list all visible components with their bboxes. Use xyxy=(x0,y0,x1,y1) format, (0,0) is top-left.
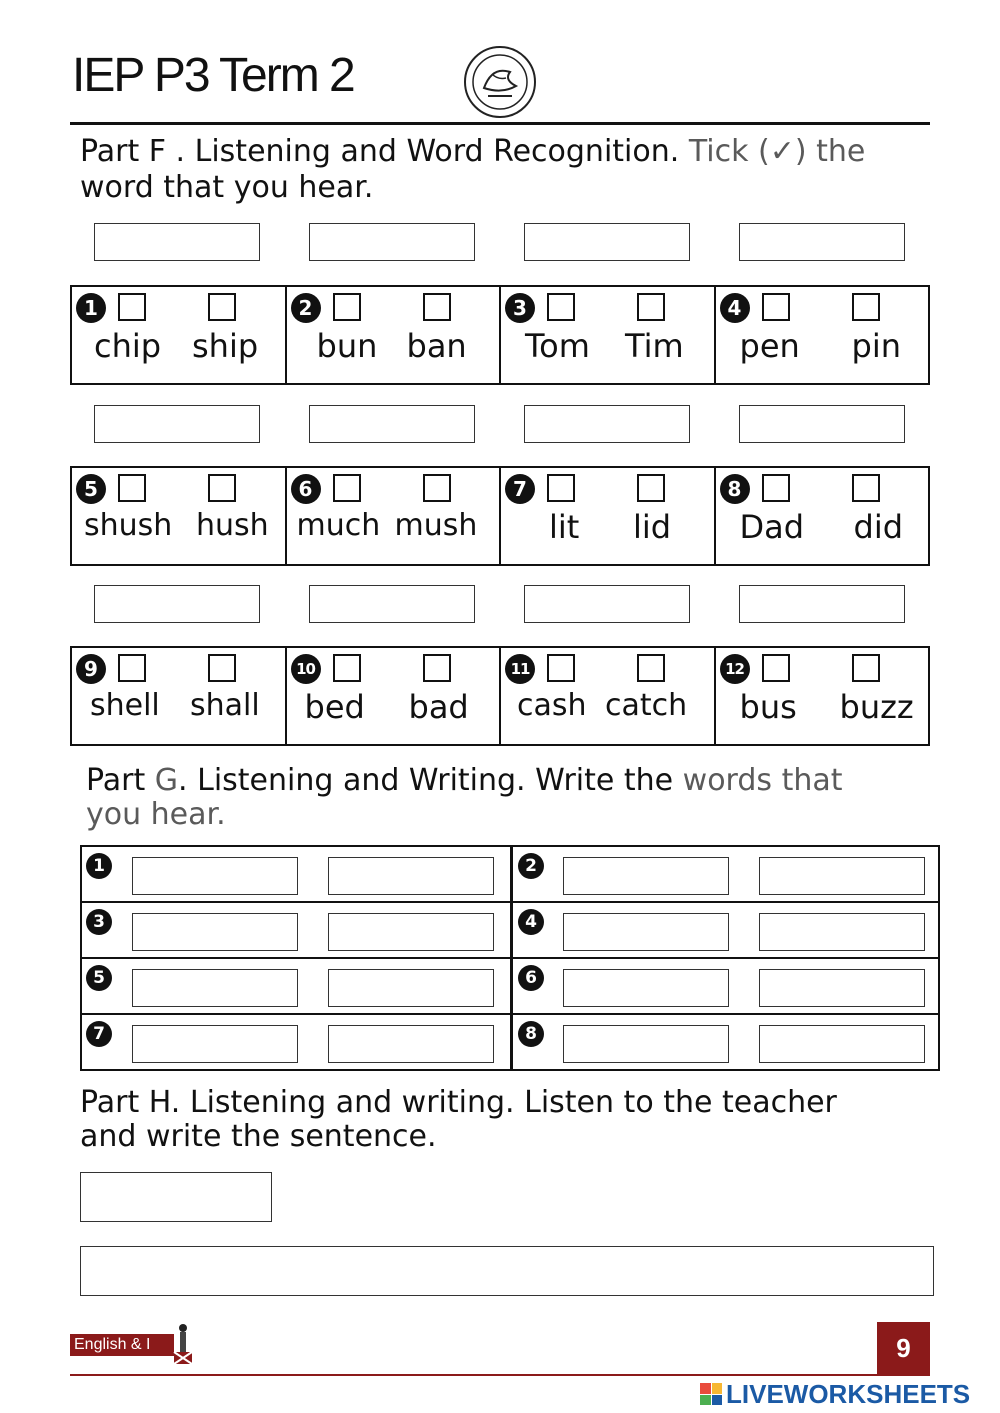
answer-input-11[interactable] xyxy=(524,585,690,623)
liveworksheets-brand xyxy=(700,1380,970,1408)
word-choice-cell xyxy=(501,287,716,383)
page-title: IEP P3 Term 2 xyxy=(72,49,354,102)
word-option: Tom xyxy=(525,327,590,365)
part-g-instruction-line2: you hear. xyxy=(86,797,226,832)
writing-row xyxy=(82,903,938,959)
sentence-input[interactable] xyxy=(80,1246,934,1296)
item-number-badge: 1 xyxy=(86,853,112,879)
tick-checkbox[interactable] xyxy=(852,474,880,502)
write-input[interactable] xyxy=(759,913,925,951)
word-option: pen xyxy=(739,327,800,365)
write-input[interactable] xyxy=(759,857,925,895)
word-option: shush xyxy=(84,508,173,543)
answer-input-7[interactable] xyxy=(524,405,690,443)
item-number-badge: 4 xyxy=(518,909,544,935)
answer-input-5[interactable] xyxy=(94,405,260,443)
word-option: did xyxy=(853,508,904,546)
write-input[interactable] xyxy=(132,857,298,895)
part-f-instruction-tail: Tick (✓) the xyxy=(688,134,866,169)
liveworksheets-logo-icon xyxy=(700,1383,722,1405)
tick-checkbox[interactable] xyxy=(762,474,790,502)
write-input[interactable] xyxy=(328,1025,494,1063)
item-number-badge: 11 xyxy=(505,654,535,684)
tick-checkbox[interactable] xyxy=(637,474,665,502)
write-input[interactable] xyxy=(563,1025,729,1063)
word-option: ship xyxy=(192,327,259,365)
answer-input-4[interactable] xyxy=(739,223,905,261)
header-divider xyxy=(70,122,930,125)
word-choice-row xyxy=(70,646,930,746)
word-option: bun xyxy=(316,327,378,365)
answer-input-9[interactable] xyxy=(94,585,260,623)
word-option: catch xyxy=(605,688,688,723)
word-choice-cell xyxy=(501,648,716,744)
tick-checkbox[interactable] xyxy=(637,293,665,321)
part-g-instruction-c: . Listening and Writing. Write the xyxy=(178,763,674,798)
word-choice-cell xyxy=(716,648,929,744)
item-number-badge: 12 xyxy=(720,654,750,684)
tick-checkbox[interactable] xyxy=(637,654,665,682)
item-number-badge: 2 xyxy=(291,293,321,323)
answer-input-2[interactable] xyxy=(309,223,475,261)
tick-checkbox[interactable] xyxy=(762,293,790,321)
word-choice-row xyxy=(70,466,930,566)
item-number-badge: 10 xyxy=(291,654,321,684)
word-option: shall xyxy=(190,688,260,723)
word-option: mush xyxy=(394,508,478,543)
tick-checkbox[interactable] xyxy=(423,293,451,321)
writing-table xyxy=(80,845,940,1071)
part-g-instruction-b: G xyxy=(154,763,179,798)
word-option: cash xyxy=(517,688,587,723)
answer-input-part-h[interactable] xyxy=(80,1172,272,1222)
item-number-badge: 2 xyxy=(518,853,544,879)
word-option: shell xyxy=(90,688,160,723)
word-option: lid xyxy=(633,508,672,546)
item-number-badge: 6 xyxy=(291,474,321,504)
tick-checkbox[interactable] xyxy=(423,654,451,682)
tick-checkbox[interactable] xyxy=(208,293,236,321)
write-input[interactable] xyxy=(759,969,925,1007)
word-option: bed xyxy=(304,688,365,726)
item-number-badge: 4 xyxy=(720,293,750,323)
answer-input-10[interactable] xyxy=(309,585,475,623)
tick-checkbox[interactable] xyxy=(118,293,146,321)
word-choice-cell xyxy=(72,648,287,744)
write-input[interactable] xyxy=(132,913,298,951)
item-number-badge: 6 xyxy=(518,965,544,991)
tick-checkbox[interactable] xyxy=(547,654,575,682)
item-number-badge: 5 xyxy=(86,965,112,991)
footer-divider xyxy=(70,1374,930,1376)
write-input[interactable] xyxy=(132,969,298,1007)
write-input[interactable] xyxy=(563,969,729,1007)
school-seal-logo xyxy=(462,44,538,120)
word-option: bus xyxy=(739,688,797,726)
figure-logo-icon xyxy=(172,1322,194,1370)
write-input[interactable] xyxy=(328,969,494,1007)
brand-text: LIVEWORKSHEETS xyxy=(726,1378,971,1409)
tick-checkbox[interactable] xyxy=(423,474,451,502)
part-f-instruction-line2: word that you hear. xyxy=(80,170,374,205)
word-choice-cell xyxy=(72,468,287,564)
item-number-badge: 8 xyxy=(720,474,750,504)
tick-checkbox[interactable] xyxy=(547,293,575,321)
word-choice-cell xyxy=(287,287,502,383)
word-option: bad xyxy=(408,688,469,726)
part-f-instruction xyxy=(80,134,940,206)
tick-checkbox[interactable] xyxy=(333,654,361,682)
item-number-badge: 3 xyxy=(505,293,535,323)
word-option: lit xyxy=(549,508,580,546)
word-option: much xyxy=(296,508,381,543)
tick-checkbox[interactable] xyxy=(333,474,361,502)
answer-input-1[interactable] xyxy=(94,223,260,261)
word-choice-cell xyxy=(716,468,929,564)
item-number-badge: 9 xyxy=(76,654,106,684)
answer-input-6[interactable] xyxy=(309,405,475,443)
item-number-badge: 7 xyxy=(505,474,535,504)
write-input[interactable] xyxy=(563,857,729,895)
item-number-badge: 7 xyxy=(86,1021,112,1047)
tick-checkbox[interactable] xyxy=(118,654,146,682)
word-option: Tim xyxy=(625,327,684,365)
word-option: ban xyxy=(406,327,467,365)
page-number: 9 xyxy=(877,1322,930,1375)
write-input[interactable] xyxy=(759,1025,925,1063)
item-number-badge: 5 xyxy=(76,474,106,504)
word-choice-cell xyxy=(287,648,502,744)
part-h-instruction-line1: Part H. Listening and writing. Listen to the teacher xyxy=(80,1085,837,1120)
item-number-badge: 1 xyxy=(76,293,106,323)
word-option: hush xyxy=(196,508,269,543)
tick-checkbox[interactable] xyxy=(333,293,361,321)
answer-input-12[interactable] xyxy=(739,585,905,623)
tick-checkbox[interactable] xyxy=(852,293,880,321)
word-option: chip xyxy=(94,327,162,365)
write-input[interactable] xyxy=(328,857,494,895)
word-option: Dad xyxy=(739,508,805,546)
write-input[interactable] xyxy=(132,1025,298,1063)
item-number-badge: 3 xyxy=(86,909,112,935)
word-choice-cell xyxy=(716,287,929,383)
writing-row xyxy=(82,1015,938,1069)
writing-row xyxy=(82,959,938,1015)
answer-input-8[interactable] xyxy=(739,405,905,443)
word-choice-cell xyxy=(501,468,716,564)
tick-checkbox[interactable] xyxy=(118,474,146,502)
part-g-instruction-d: words that xyxy=(682,763,843,798)
tick-checkbox[interactable] xyxy=(762,654,790,682)
part-h-instruction xyxy=(80,1086,940,1154)
word-choice-cell xyxy=(72,287,287,383)
tick-checkbox[interactable] xyxy=(547,474,575,502)
part-g-instruction xyxy=(86,764,946,832)
word-option: buzz xyxy=(839,688,914,726)
item-number-badge: 8 xyxy=(518,1021,544,1047)
part-f-instruction-main: Part F . Listening and Word Recognition. xyxy=(80,134,680,169)
part-g-instruction-a: Part xyxy=(86,763,146,798)
writing-row xyxy=(82,847,938,903)
word-choice-cell xyxy=(287,468,502,564)
english-and-i-logo: English & I xyxy=(70,1334,174,1356)
tick-checkbox[interactable] xyxy=(208,654,236,682)
word-option: pin xyxy=(851,327,901,365)
part-h-instruction-line2: and write the sentence. xyxy=(80,1119,437,1154)
write-input[interactable] xyxy=(328,913,494,951)
tick-checkbox[interactable] xyxy=(852,654,880,682)
word-choice-row xyxy=(70,285,930,385)
answer-input-3[interactable] xyxy=(524,223,690,261)
write-input[interactable] xyxy=(563,913,729,951)
tick-checkbox[interactable] xyxy=(208,474,236,502)
